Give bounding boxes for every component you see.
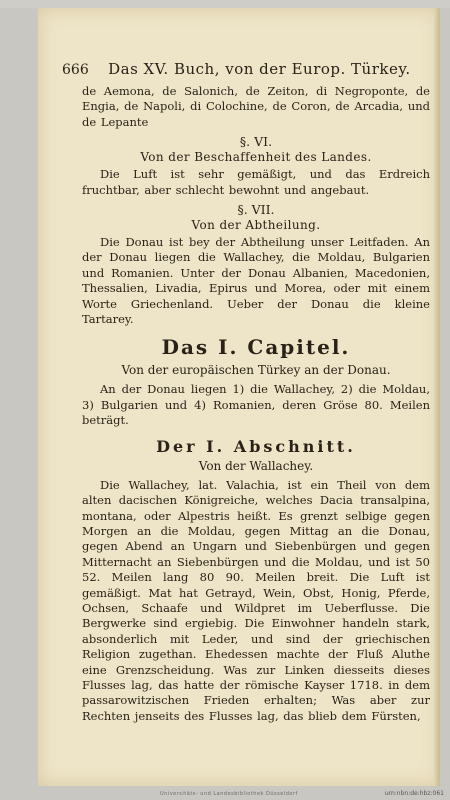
viewer-footer <box>0 788 450 800</box>
viewer-top-bar <box>0 0 450 8</box>
section-7-number: §. VII. <box>237 202 275 218</box>
section-7-title: Von der Abtheilung. <box>191 218 321 233</box>
intro-paragraph: de Aemona, de Salonich, de Zeiton, di Negroponte, de Engia, de Napoli, di Colochine, de Coron, de Arcadia, und de Lepante <box>82 84 430 129</box>
section-6-text: Die Luft ist sehr gemäßigt, und das Erdreich fruchtbar, aber schlecht bewohnt und angebaut. <box>82 167 430 197</box>
library-credit: Universitäts- und Landesbibliothek Düsseldorf <box>160 791 298 797</box>
page-number: 666 <box>62 62 89 78</box>
page-content <box>62 60 430 724</box>
chapter-subtitle: Von der europäischen Türkey an der Donau. <box>121 363 391 378</box>
section-7-text: Die Donau ist bey der Abtheilung unser Leitfaden. An der Donau liegen die Wallachey, die Moldau, Bulgarien und Romanien. Unter der Donau Albanien, Macedonien, Thessalien, Livadia, Epirus und Morea, oder mit einem Worte Griechenland. Ueber der Donau die kleine Tartarey. <box>82 235 430 327</box>
urn-logo: urn:nbn:de:hbz:061 <box>384 790 444 797</box>
abschnitt-title: Der I. Abschnitt. <box>156 436 356 456</box>
scanned-page <box>38 8 440 786</box>
main-text: Die Wallachey, lat. Valachia, ist ein Theil von dem alten dacischen Königreiche, welches Dacia transalpina, montana, oder Alpestris heißt. Es grenzt selbige gegen Morgen an die Moldau, gegen Mittag an die Donau, gegen Abend an Ungarn und Siebenbürgen und gegen Mitternacht an Siebenbürgen und die Moldau, und ist 50 52. Meilen lang 80 90. Meilen breit. Die Luft ist gemäßigt. Mat hat Getrayd, Wein, Obst, Honig, Pferde, Ochsen, Schaafe und Wildpret im Ueberflusse. Die Bergwerke sind ergiebig. Die Einwohner handeln stark, absonderlich mit Leder, und sind der griechischen Religion zugethan. Ehedessen machte der Fluß Aluthe eine Grenzscheidung. Was zur Linken diesseits dieses Flusses lag, das hatte der römische Kayser 1718. in dem passarowitzischen Frieden erhalten; Was aber zur Rechten jenseits des Flusses lag, das blieb dem Fürsten, <box>82 477 430 723</box>
running-header <box>62 60 430 78</box>
running-title: Das XV. Buch, von der Europ. Türkey. <box>108 60 411 78</box>
section-6-title: Von der Beschaffenheit des Landes. <box>140 150 372 165</box>
abschnitt-subtitle: Von der Wallachey. <box>198 458 314 473</box>
chapter-text: An der Donau liegen 1) die Wallachey, 2) die Moldau, 3) Bulgarien und 4) Romanien, deren Gröse 80. Meilen beträgt. <box>82 382 430 428</box>
chapter-title: Das I. Capitel. <box>161 335 351 360</box>
section-6-number: §. VI. <box>239 134 273 150</box>
page-edge <box>434 8 440 786</box>
